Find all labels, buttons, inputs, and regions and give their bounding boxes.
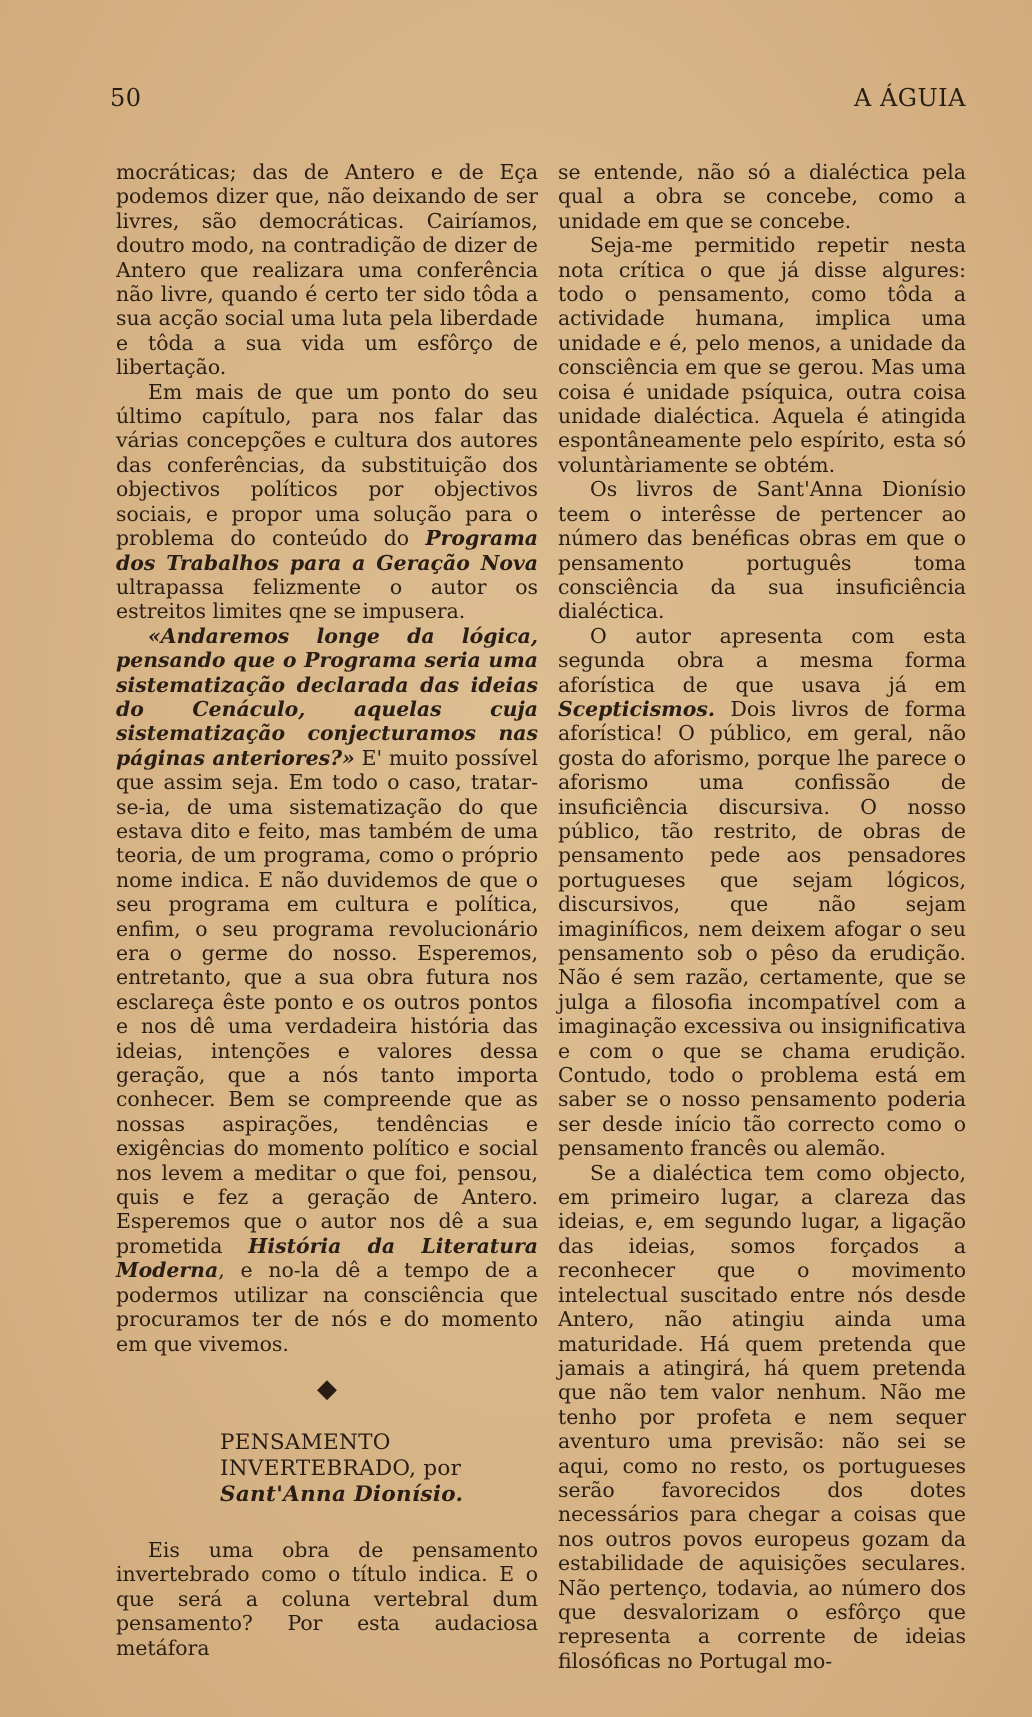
book-title: História da Literatura Moderna <box>116 1233 538 1283</box>
paragraph: O autor apresenta com esta segunda obra a mesma forma aforística de que usava já em Scepticismos. Dois livros de forma aforística! O público, em geral, não gosta do aforismo, porque lhe parece o aforismo uma confissão de insuficiência discursiva. O nosso público, tão restrito, de obras de pensamento pede aos pensadores portugueses que sejam lógicos, discursivos, que não sejam imaginíficos, nem deixem afogar o seu pensamento sob o pêso da erudição. Não é sem razão, certamente, que se julga a filosofia incompatível com a imaginação excessiva ou insignificativa e com o que se chama erudição. Contudo, todo o problema está em saber se o nosso pensamento poderia ser desde início tão correcto como o pensamento francês ou alemão. <box>558 623 966 1161</box>
left-column <box>116 160 538 1660</box>
review-heading: PENSAMENTO INVERTEBRADO, por Sant'Anna Dionísio. <box>220 1429 464 1507</box>
paragraph: «Andaremos longe da lógica, pensando que o Programa seria uma sistematização declarada das ideias do Cenáculo, aquelas cuja sistematização conjecturamos nas páginas anteriores?» E' muito possível que assim seja. Em todo o caso, tratar-se-ia, de uma sistematização do que estava dito e feito, mas também de uma teoria, de um programa, como o próprio nome indica. E não duvidemos de que o seu programa em cultura e política, enfim, o seu programa revolucionário era o germe do nosso. Esperemos, entretanto, que a sua obra futura nos esclareça êste ponto e os outros pontos e nos dê uma verdadeira história das ideias, intenções e valores dessa geração, que a nós tanto importa conhecer. Bem se compreende que as nossas aspirações, tendências e exigências do momento político e social nos levem a meditar o que foi, pensou, quis e fez a geração de Antero. Esperemos que o autor nos dê a sua prometida História da Literatura Moderna, e no-la dê a tempo de a podermos utilizar na consciência que procuramos ter de nós e do momento em que vivemos. <box>116 623 539 1356</box>
paragraph: Os livros de Sant'Anna Dionísio teem o interêsse de pertencer ao número das benéficas obras em que o pensamento português toma consciência da sua insuficiência dialéctica. <box>558 477 966 624</box>
author-name: Sant'Anna Dionísio. <box>220 1481 464 1507</box>
page-number: 50 <box>110 84 142 112</box>
book-title: Programa dos Trabalhos para a Geração Nova <box>116 526 538 575</box>
paragraph: Seja-me permitido repetir nesta nota crítica o que já disse algures: todo o pensamento, como tôda a actividade humana, implica uma unidade e é, pelo menos, a unidade da consciência em que se gerou. Mas uma coisa é unidade psíquica, outra coisa unidade dialéctica. Aquela é atingida espontâneamente pelo espírito, esta só voluntàriamente se obtém. <box>558 233 966 477</box>
paragraph: se entende, não só a dialéctica pela qual a obra se concebe, como a unidade em que se concebe. <box>558 160 966 233</box>
running-title: A ÁGUIA <box>853 84 966 112</box>
paragraph: Eis uma obra de pensamento invertebrado como o título indica. E o que será a coluna vertebral dum pensamento? Por esta audaciosa metáfora <box>116 1537 538 1660</box>
paragraph: mocráticas; das de Antero e de Eça podemos dizer que, não deixando de ser livres, são democráticas. Cairíamos, doutro modo, na contradição de dizer de Antero que realizara uma conferência não livre, quando é certo ter sido tôda a sua acção social uma luta pela liberdade e tôda a sua vida um esfôrço de libertação. <box>116 160 538 380</box>
paragraph: Em mais de que um ponto do seu último capítulo, para nos falar das várias concepções e cultura dos autores das conferências, da substituição dos objectivos políticos por objectivos sociais, e propor uma solução para o problema do conteúdo do Programa dos Trabalhos para a Geração Nova ultrapassa felizmente o autor os estreitos limites qne se impusera. <box>116 379 538 624</box>
paragraph: Se a dialéctica tem como objecto, em primeiro lugar, a clareza das ideias, e, em segundo lugar, a ligação das ideias, somos forçados a reconhecer que o movimento intelectual suscitado entre nós desde Antero, não atingiu ainda uma maturidade. Há quem pretenda que jamais a atingirá, há quem pretenda que não tem valor nenhum. Não me tenho por profeta e nem sequer aventuro uma previsão: não sei se aqui, como no resto, os portugueses serão favorecidos dos dotes necessários para chegar a coisas que nos outros povos europeus gozam da estabilidade de aquisições seculares. Não pertenço, todavia, ao número dos que desvalorizam o esfôrço que representa a corrente de ideias filosóficas no Portugal mo- <box>558 1160 966 1673</box>
ornament-diamond: ◆ <box>317 1373 337 1404</box>
quotation: «Andaremos longe da lógica, pensando que o Programa seria uma sistematização declarada das ideias do Cenáculo, aquelas cuja sistematização conjecturamos nas páginas anteriores?» <box>116 623 538 770</box>
book-title: Scepticismos. <box>558 696 715 721</box>
right-column <box>558 160 966 1673</box>
